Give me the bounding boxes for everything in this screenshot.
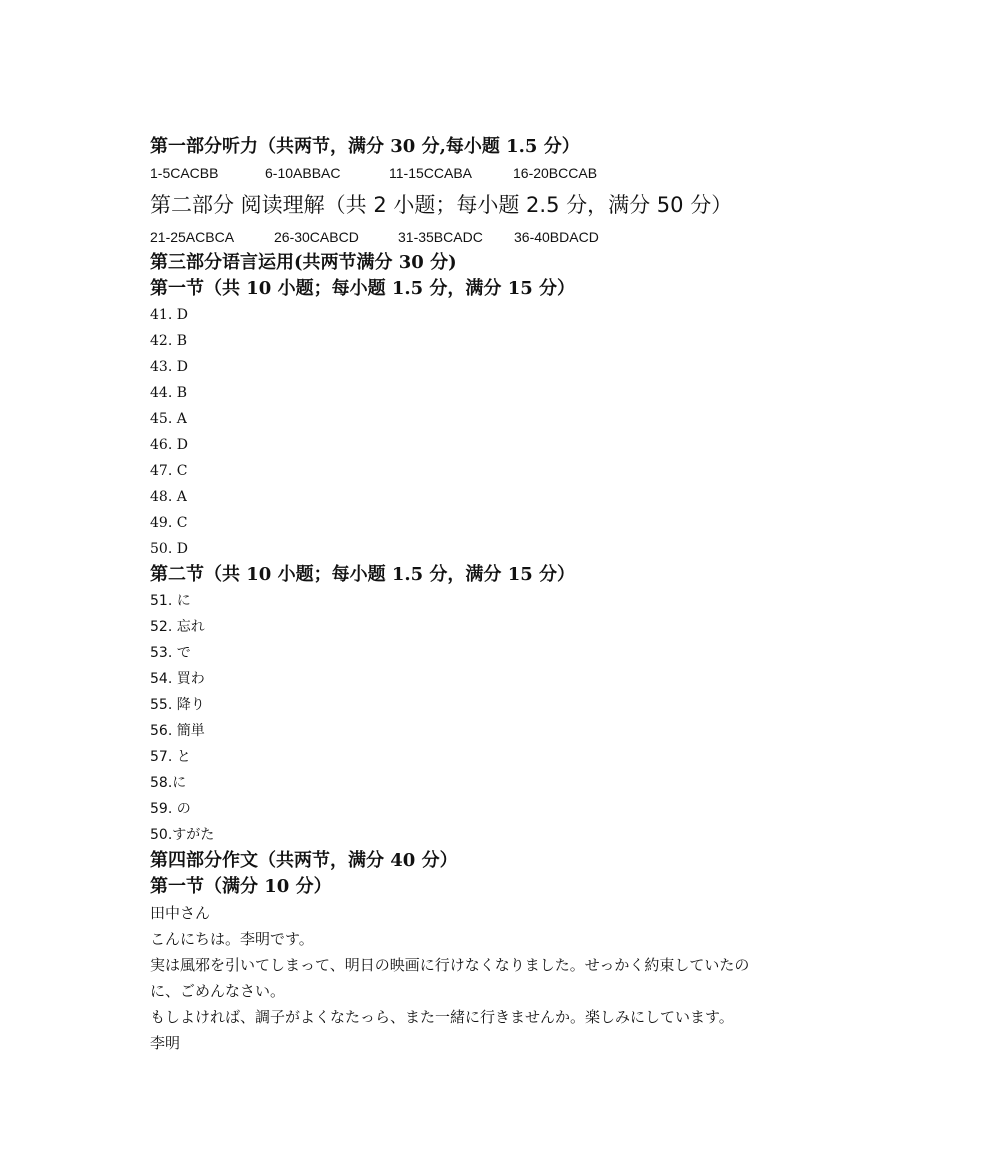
list-item: 57. と bbox=[150, 749, 191, 765]
list-item: 51. に bbox=[150, 593, 191, 609]
letter-signature: 李明 bbox=[150, 1034, 181, 1052]
list-item: 58.に bbox=[150, 775, 187, 791]
list-item: 48. A bbox=[150, 489, 187, 505]
letter-line: こんにちは。李明です。 bbox=[150, 930, 314, 948]
list-item: 50. D bbox=[150, 541, 188, 557]
list-item: 44. B bbox=[150, 385, 188, 401]
list-item: 45. A bbox=[150, 411, 187, 427]
answer-group: 21-25ACBCA bbox=[150, 229, 235, 245]
list-item: 54. 買わ bbox=[150, 671, 205, 687]
part4-section1-title: 第一节（满分 10 分） bbox=[150, 876, 332, 897]
list-item: 50.すがた bbox=[150, 827, 215, 843]
list-item: 52. 忘れ bbox=[150, 619, 205, 635]
list-item: 49. C bbox=[150, 515, 188, 531]
list-item: 42. B bbox=[150, 333, 188, 349]
part1-answers bbox=[150, 160, 850, 186]
letter-line: 実は風邪を引いてしまって、明日の映画に行けなくなりました。せっかく約束していたの bbox=[150, 956, 750, 974]
part2-answers bbox=[150, 224, 850, 250]
list-item: 43. D bbox=[150, 359, 188, 375]
part3-section2-title: 第二节（共 10 小题；每小题 1.5 分，满分 15 分） bbox=[150, 564, 576, 585]
part3-section1-title: 第一节（共 10 小题；每小题 1.5 分，满分 15 分） bbox=[150, 278, 576, 299]
list-item: 55. 降り bbox=[150, 697, 205, 713]
part3-title: 第三部分语言运用(共两节满分 30 分) bbox=[150, 252, 457, 273]
list-item: 46. D bbox=[150, 437, 188, 453]
answer-group: 11-15CCABA bbox=[389, 165, 473, 181]
part2-title: 第二部分 阅读理解（共 2 小题；每小题 2.5 分，满分 50 分） bbox=[150, 193, 733, 217]
answer-sheet bbox=[150, 134, 850, 1056]
list-item: 41. D bbox=[150, 307, 188, 323]
answer-group: 36-40BDACD bbox=[514, 229, 599, 245]
list-item: 47. C bbox=[150, 463, 188, 479]
list-item: 59. の bbox=[150, 801, 191, 817]
list-item: 53. で bbox=[150, 645, 191, 661]
answer-group: 31-35BCADC bbox=[398, 229, 483, 245]
letter-salutation: 田中さん bbox=[150, 904, 211, 922]
part1-title: 第一部分听力（共两节，满分 30 分,每小题 1.5 分） bbox=[150, 136, 580, 157]
answer-group: 16-20BCCAB bbox=[513, 165, 598, 181]
letter-line: に、ごめんなさい。 bbox=[150, 982, 286, 1000]
answer-group: 6-10ABBAC bbox=[265, 165, 341, 181]
list-item: 56. 簡単 bbox=[150, 723, 205, 739]
answer-group: 1-5CACBB bbox=[150, 165, 219, 181]
answer-group: 26-30CABCD bbox=[274, 229, 359, 245]
letter-line: もしよければ、調子がよくなたっら、また一緒に行きませんか。楽しみにしています。 bbox=[150, 1008, 734, 1026]
part4-title: 第四部分作文（共两节，满分 40 分） bbox=[150, 850, 458, 871]
